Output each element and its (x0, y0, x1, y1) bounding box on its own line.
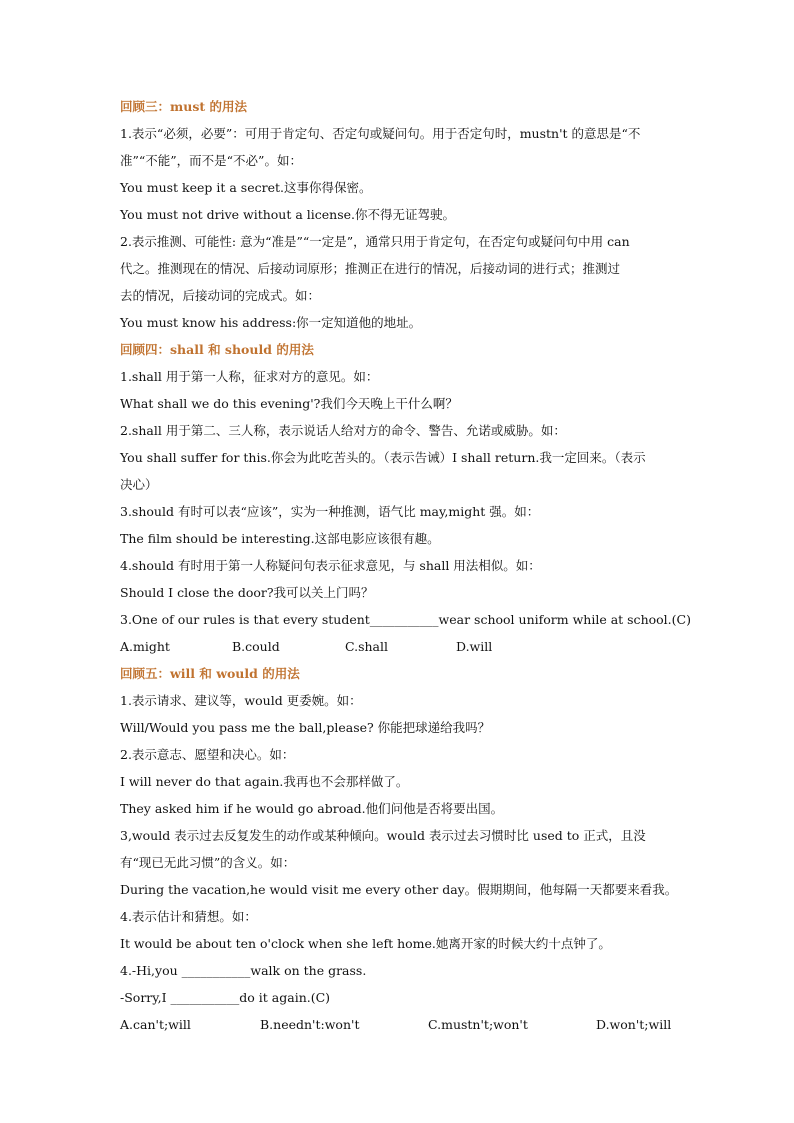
option-d: D.won't;will (596, 1017, 672, 1032)
example-sentence: It would be about ten o'clock when she left home.她离开家的时候大约十点钟了。 (120, 936, 611, 951)
section-heading-shall-should: 回顾四：shall 和 should 的用法 (120, 342, 314, 357)
option-a: A.can't;will (120, 1017, 191, 1032)
paragraph-line: 决心） (120, 477, 158, 492)
exercise-question: -Sorry,I ___________do it again.(C) (120, 990, 331, 1005)
document-page (120, 93, 691, 1038)
example-sentence: The film should be interesting.这部电影应该很有趣。 (120, 531, 440, 546)
option-d: D.will (456, 639, 493, 654)
paragraph-line: 4.should 有时用于第一人称疑问句表示征求意见，与 shall 用法相似。如： (120, 558, 541, 573)
exercise-question: 4.-Hi,you ___________walk on the grass. (120, 963, 367, 978)
paragraph-line: 2.表示推测、可能性: 意为“准是”“一定是”，通常只用于肯定句，在否定句或疑问句中用 can (120, 234, 630, 249)
section-heading-will-would: 回顾五：will 和 would 的用法 (120, 666, 300, 681)
section-heading-must: 回顾三：must 的用法 (120, 99, 247, 114)
example-sentence: Should I close the door?我可以关上门吗？ (120, 585, 374, 600)
answer-options (120, 633, 680, 660)
paragraph-line: 2.shall 用于第二、三人称，表示说话人给对方的命令、警告、允诺或威胁。如： (120, 423, 566, 438)
option-a: A.might (120, 639, 170, 654)
paragraph-line: 有“现已无此习惯”的含义。如： (120, 855, 296, 870)
option-b: B.could (232, 639, 280, 654)
example-sentence: You must not drive without a license.你不得无证驾驶。 (120, 207, 456, 222)
example-sentence: I will never do that again.我再也不会那样做了。 (120, 774, 409, 789)
option-c: C.mustn't;won't (428, 1017, 528, 1032)
paragraph-line: 1.表示“必须，必要”：可用于肯定句、否定句或疑问句。用于否定句时，mustn't 的意思是“不 (120, 126, 641, 141)
answer-options (120, 1011, 680, 1038)
exercise-question: 3.One of our rules is that every student___________wear school uniform while at school.(C) (120, 612, 691, 627)
option-c: C.shall (345, 639, 389, 654)
example-sentence: During the vacation,he would visit me every other day。假期期间，他每隔一天都要来看我。 (120, 882, 678, 897)
paragraph-line: 准”“不能”，而不是“不必”。如： (120, 153, 302, 168)
paragraph-line: 2.表示意志、愿望和决心。如： (120, 747, 295, 762)
paragraph-line: 3.should 有时可以表“应该”，实为一种推测，语气比 may,might 强。如： (120, 504, 540, 519)
option-b: B.needn't:won't (260, 1017, 360, 1032)
paragraph-line: 1.表示请求、建议等，would 更委婉。如： (120, 693, 362, 708)
example-sentence: They asked him if he would go abroad.他们问他是否将要出国。 (120, 801, 504, 816)
example-sentence: What shall we do this evening'?我们今天晚上干什么啊？ (120, 396, 458, 411)
example-sentence: You must know his address:你一定知道他的地址。 (120, 315, 422, 330)
example-sentence: You must keep it a secret.这事你得保密。 (120, 180, 372, 195)
paragraph-line: 去的情况，后接动词的完成式。如： (120, 288, 321, 303)
paragraph-line: 代之。推测现在的情况、后接动词原形；推测正在进行的情况，后接动词的进行式；推测过 (120, 261, 621, 276)
paragraph-line: 3,would 表示过去反复发生的动作或某种倾向。would 表示过去习惯时比 used to 正式，且没 (120, 828, 646, 843)
paragraph-line: 4.表示估计和猜想。如： (120, 909, 257, 924)
paragraph-line: 1.shall 用于第一人称，征求对方的意见。如： (120, 369, 379, 384)
example-sentence: Will/Would you pass me the ball,please? 你能把球递给我吗？ (120, 720, 491, 735)
example-sentence: You shall suffer for this.你会为此吃苦头的。（表示告诫）I shall return.我一定回来。（表示 (120, 450, 646, 465)
